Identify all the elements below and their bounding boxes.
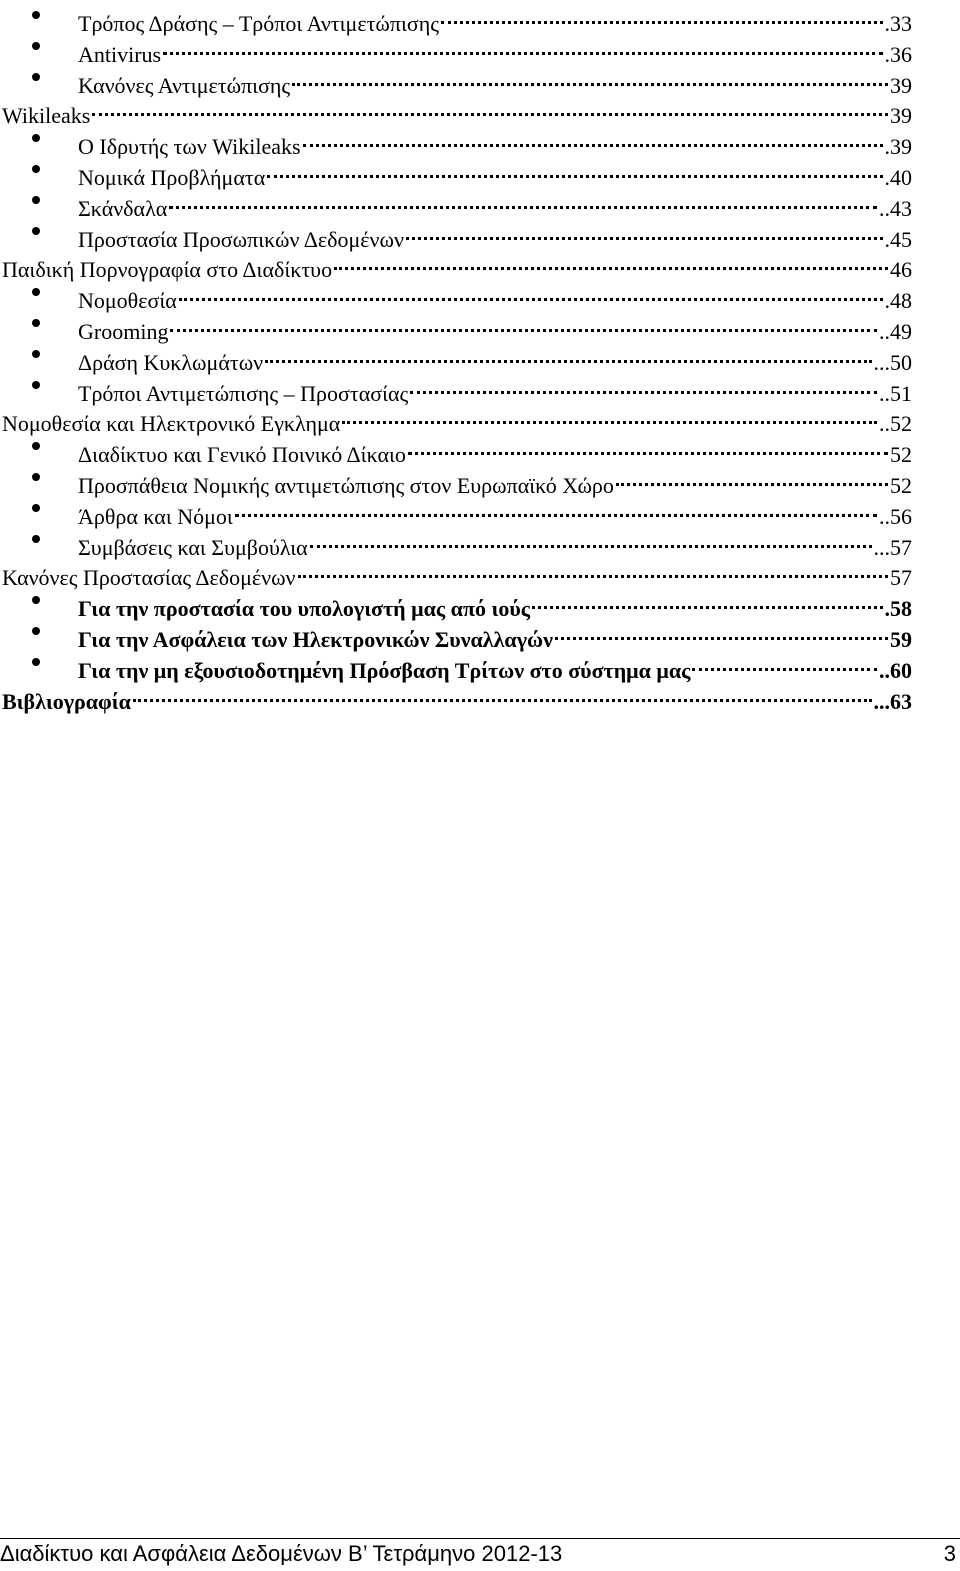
dot-leader bbox=[342, 400, 877, 431]
toc-entry-page: 57 bbox=[890, 565, 912, 591]
dot-leader bbox=[267, 154, 882, 185]
dot-leader bbox=[555, 616, 888, 647]
toc-entry-title: Προσπάθεια Νομικής αντιμετώπισης στον Ευρωπαϊκό Χώρο bbox=[78, 473, 614, 498]
bullet-icon bbox=[32, 319, 40, 327]
toc-entry-title: Νομοθεσία και Ηλεκτρονικό Εγκλημα bbox=[2, 411, 341, 437]
dot-leader bbox=[298, 554, 889, 585]
toc-entry-page: ..51 bbox=[879, 380, 912, 406]
toc-entry-page: .36 bbox=[884, 41, 912, 67]
toc-entry-page: ..56 bbox=[879, 503, 912, 529]
bullet-icon bbox=[32, 473, 40, 481]
toc-entry-title: Σκάνδαλα bbox=[78, 195, 168, 221]
footer-page-number: 3 bbox=[943, 1541, 956, 1566]
bullet-icon bbox=[32, 658, 40, 666]
toc-entry-title: Antivirus bbox=[78, 41, 162, 67]
toc-entry[interactable] bbox=[78, 339, 912, 375]
toc-entry[interactable] bbox=[78, 308, 912, 344]
toc-entry-page: ...50 bbox=[873, 349, 912, 375]
dot-leader bbox=[692, 647, 877, 678]
dot-leader bbox=[410, 370, 877, 401]
bullet-icon bbox=[32, 165, 40, 173]
dot-leader bbox=[92, 92, 888, 123]
toc-entry[interactable] bbox=[78, 647, 912, 683]
bullet-icon bbox=[32, 196, 40, 204]
toc-entry-title: Για την Ασφάλεια των Ηλεκτρονικών Συναλλαγών bbox=[78, 627, 553, 652]
toc-entry-page: 46 bbox=[890, 257, 912, 283]
dot-leader bbox=[163, 31, 882, 62]
bullet-icon bbox=[32, 596, 40, 604]
page-footer bbox=[0, 1538, 960, 1571]
toc-entry-page: ..60 bbox=[879, 657, 912, 683]
bullet-icon bbox=[32, 73, 40, 81]
toc-entry-page: ..49 bbox=[879, 319, 912, 344]
bullet-icon bbox=[32, 381, 40, 389]
footer-title: Διαδίκτυο και Ασφάλεια Δεδομένων Β’ Τετράμηνο 2012-13 bbox=[0, 1541, 563, 1566]
toc-entry-page: .40 bbox=[884, 165, 912, 190]
toc-entry[interactable] bbox=[78, 462, 912, 498]
toc-entry-title: Νομικά Προβλήματα bbox=[78, 165, 266, 190]
toc-entry-page: 59 bbox=[890, 627, 912, 652]
toc-entry-title: Τρόπος Δράσης – Τρόποι Αντιμετώπισης bbox=[78, 11, 440, 36]
toc-entry-title: Προστασία Προσωπικών Δεδομένων bbox=[78, 226, 404, 252]
toc-entry[interactable] bbox=[78, 616, 912, 652]
toc-entry[interactable] bbox=[78, 62, 912, 98]
bullet-icon bbox=[32, 535, 40, 543]
toc-entry[interactable] bbox=[2, 92, 912, 129]
dot-leader bbox=[310, 524, 872, 555]
toc-entry-title: Κανόνες Προστασίας Δεδομένων bbox=[2, 565, 296, 591]
bullet-icon bbox=[32, 11, 40, 19]
dot-leader bbox=[303, 123, 883, 154]
toc-entry-title: Ο Ιδρυτής των Wikileaks bbox=[78, 134, 301, 160]
toc-entry-title: Άρθρα και Νόμοι bbox=[78, 503, 233, 529]
bullet-icon bbox=[32, 134, 40, 142]
dot-leader bbox=[616, 462, 888, 493]
dot-leader bbox=[169, 185, 877, 216]
bullet-icon bbox=[32, 442, 40, 450]
toc-entry[interactable] bbox=[78, 216, 912, 252]
toc-entry[interactable] bbox=[78, 431, 912, 468]
toc-entry-page: 39 bbox=[890, 72, 912, 98]
toc-entry-page: ..43 bbox=[879, 195, 912, 221]
toc-entry-page: ...63 bbox=[873, 688, 912, 714]
dot-leader bbox=[170, 308, 877, 339]
toc-entry-page: 52 bbox=[890, 442, 912, 468]
bullet-icon bbox=[32, 627, 40, 635]
toc-entry-page: .45 bbox=[884, 226, 912, 252]
toc-entry[interactable] bbox=[78, 524, 912, 560]
toc-entry[interactable] bbox=[2, 554, 912, 591]
dot-leader bbox=[406, 216, 883, 247]
dot-leader bbox=[292, 62, 888, 93]
toc-entry-page: .48 bbox=[884, 288, 912, 314]
bullet-icon bbox=[32, 350, 40, 358]
toc-entry[interactable] bbox=[2, 400, 912, 437]
toc-entry[interactable] bbox=[78, 585, 912, 622]
toc-entry[interactable] bbox=[78, 154, 912, 190]
toc-entry-title: Συμβάσεις και Συμβούλια bbox=[78, 534, 308, 560]
toc-entry-page: ..52 bbox=[879, 411, 912, 437]
toc-entry[interactable] bbox=[2, 246, 912, 283]
toc-entry-title: Κανόνες Αντιμετώπισης bbox=[78, 72, 291, 98]
dot-leader bbox=[408, 431, 888, 462]
dot-leader bbox=[334, 246, 888, 277]
toc-entry[interactable] bbox=[78, 123, 912, 160]
toc-entry[interactable] bbox=[78, 0, 912, 36]
bullet-icon bbox=[32, 288, 40, 296]
toc-entry-title: Δράση Κυκλωμάτων bbox=[78, 349, 264, 375]
bullet-icon bbox=[32, 227, 40, 235]
dot-leader bbox=[265, 339, 871, 370]
toc-entry-title: Grooming bbox=[78, 319, 169, 344]
toc-entry[interactable] bbox=[78, 31, 912, 67]
toc-entry-title: Νομοθεσία bbox=[78, 288, 177, 314]
toc-entry[interactable] bbox=[78, 493, 912, 529]
toc-entry-page: 39 bbox=[890, 103, 912, 129]
toc-entry-title: Παιδική Πορνογραφία στο Διαδίκτυο bbox=[2, 257, 333, 283]
toc-entry-page: .33 bbox=[884, 11, 912, 36]
toc-entry-page: 52 bbox=[890, 473, 912, 498]
dot-leader bbox=[179, 277, 883, 308]
toc-entry-title: Διαδίκτυο και Γενικό Ποινικό Δίκαιο bbox=[78, 442, 406, 468]
dot-leader bbox=[441, 0, 882, 31]
toc-entry-title: Τρόποι Αντιμετώπισης – Προστασίας bbox=[78, 380, 409, 406]
toc-entry-page: ...57 bbox=[873, 534, 912, 560]
toc-entry-title: Βιβλιογραφία bbox=[2, 688, 131, 714]
toc-entry-title: Για την προστασία του υπολογιστή μας από ιούς bbox=[78, 596, 531, 622]
bullet-icon bbox=[32, 42, 40, 50]
toc-entry-title: Wikileaks bbox=[2, 103, 91, 129]
bullet-icon bbox=[32, 504, 40, 512]
toc-entry-title: Για την μη εξουσιοδοτημένη Πρόσβαση Τρίτων στο σύστημα μας bbox=[78, 657, 691, 683]
dot-leader bbox=[532, 585, 882, 616]
toc-entry[interactable] bbox=[78, 185, 912, 221]
dot-leader bbox=[235, 493, 877, 524]
toc-entry[interactable] bbox=[78, 370, 912, 406]
toc-entry-page: .39 bbox=[884, 134, 912, 160]
dot-leader bbox=[133, 678, 872, 709]
toc-entry[interactable] bbox=[2, 678, 912, 714]
toc-entry[interactable] bbox=[78, 277, 912, 314]
toc-entry-page: .58 bbox=[884, 596, 912, 622]
